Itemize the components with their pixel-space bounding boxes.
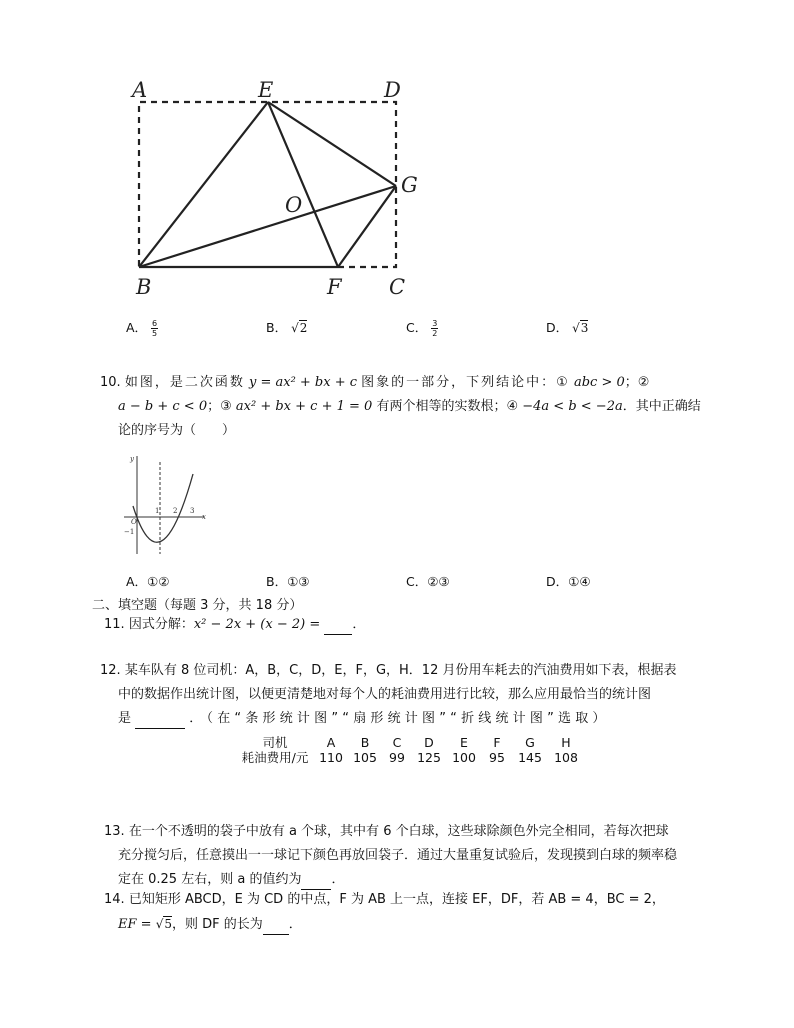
label-E: E: [258, 78, 274, 102]
q14-line2: EF = √5，则 DF 的长为 ．: [118, 914, 302, 935]
table-row: [236, 750, 584, 765]
q9-choice-a: A． $\frac{6}{5}$: [126, 319, 158, 338]
tick-2: 2: [173, 507, 178, 515]
table-header: F: [493, 735, 501, 750]
fuel-cost-table: [236, 735, 584, 765]
segment-EF: [268, 102, 338, 267]
q13-line1: 13. 在一个不透明的袋子中放有 a 个球，其中有 6 个白球，这些球除颜色外完全相同，若每次把球: [104, 824, 669, 839]
table-cell: 100: [452, 750, 476, 765]
q10-line2: a − b + c < 0；③ ax² + bx + c + 1 = 0 有两个相等的实数根；④ −4a < b < −2a．其中正确结: [118, 399, 701, 414]
q10-line3: 论的序号为（ ）: [118, 423, 236, 438]
q9-choice-b: B． √2: [266, 320, 308, 335]
table-cell: 99: [389, 750, 405, 765]
x-axis-label: x: [202, 513, 206, 521]
table-header: E: [460, 735, 468, 750]
label-C: C: [389, 275, 406, 299]
q9-choice-c: C． $\frac{3}{2}$: [406, 319, 438, 338]
dashed-rectangle-edges: [139, 102, 396, 267]
y-axis-label: y: [130, 455, 134, 463]
q12-line1: 12. 某车队有 8 位司机：A，B，C，D，E，F，G，H．12 月份用车耗去的汽油费用如下表，根据表: [100, 663, 677, 678]
label-G: G: [401, 173, 418, 197]
parabola-curve: [133, 474, 193, 542]
geometry-figure: [0, 0, 794, 310]
origin-label: O: [131, 518, 137, 526]
q10-choice-d: D．①④: [546, 574, 591, 589]
table-header: H: [561, 735, 571, 750]
table-cell: 110: [319, 750, 343, 765]
q13-line3: 定在 0.25 左右，则 a 的值约为 ．: [118, 870, 344, 890]
segment-EG: [268, 102, 396, 186]
table-header-row: [236, 735, 584, 750]
tick-1: 1: [155, 507, 160, 515]
q10-line1: 10. 如图，是二次函数 y = ax² + bx + c 图象的一部分，下列结论中：① abc > 0；②: [100, 375, 650, 390]
q9-choices: [0, 318, 794, 340]
table-cell: 125: [417, 750, 441, 765]
table-cell: 108: [554, 750, 578, 765]
label-A: A: [132, 78, 148, 102]
q14-line1: 14. 已知矩形 ABCD，E 为 CD 的中点，F 为 AB 上一点，连接 EF，DF，若 AB = 4，BC = 2，: [104, 892, 665, 907]
table-header-label: 司机: [262, 735, 288, 750]
table-cell: 95: [489, 750, 505, 765]
q12-line2: 中的数据作出统计图，以便更清楚地对每个人的耗油费用进行比较，那么应用最恰当的统计图: [118, 687, 652, 702]
label-D: D: [384, 78, 401, 102]
table-cell: 105: [353, 750, 377, 765]
q11: 11. 因式分解：x² − 2x + (x − 2) = ．: [104, 615, 365, 635]
table-header: B: [360, 735, 370, 750]
parabola-graph: [118, 452, 210, 558]
tick-3: 3: [190, 507, 195, 515]
table-header: A: [326, 735, 336, 750]
table-header: G: [525, 735, 535, 750]
label-O: O: [285, 193, 303, 217]
section-title: 二、填空题（每题 3 分，共 18 分）: [92, 598, 303, 613]
table-cell: 145: [518, 750, 542, 765]
q10-choice-b: B．①③: [266, 574, 310, 589]
label-F: F: [327, 275, 342, 299]
segment-BG: [139, 186, 396, 267]
q12-line3: 是 ．（在“条形统计图”“扇形统计图”“折线统计图”选取）: [118, 709, 610, 729]
table-row-label: 耗油费用/元: [241, 750, 309, 765]
segment-FG: [338, 186, 396, 267]
tick-neg1: −1: [124, 528, 135, 536]
q10-choice-a: A．①②: [126, 574, 170, 589]
label-B: B: [136, 275, 152, 299]
q10-choices: [0, 572, 794, 592]
q10-choice-c: C．②③: [406, 574, 450, 589]
table-header: D: [424, 735, 434, 750]
q9-choice-d: D． √3: [546, 320, 589, 335]
table-header: C: [392, 735, 402, 750]
segment-BE: [139, 102, 268, 267]
q13-line2: 充分搅匀后，任意摸出一一球记下颜色再放回袋子．通过大量重复试验后，发现摸到白球的频率稳: [118, 848, 678, 863]
